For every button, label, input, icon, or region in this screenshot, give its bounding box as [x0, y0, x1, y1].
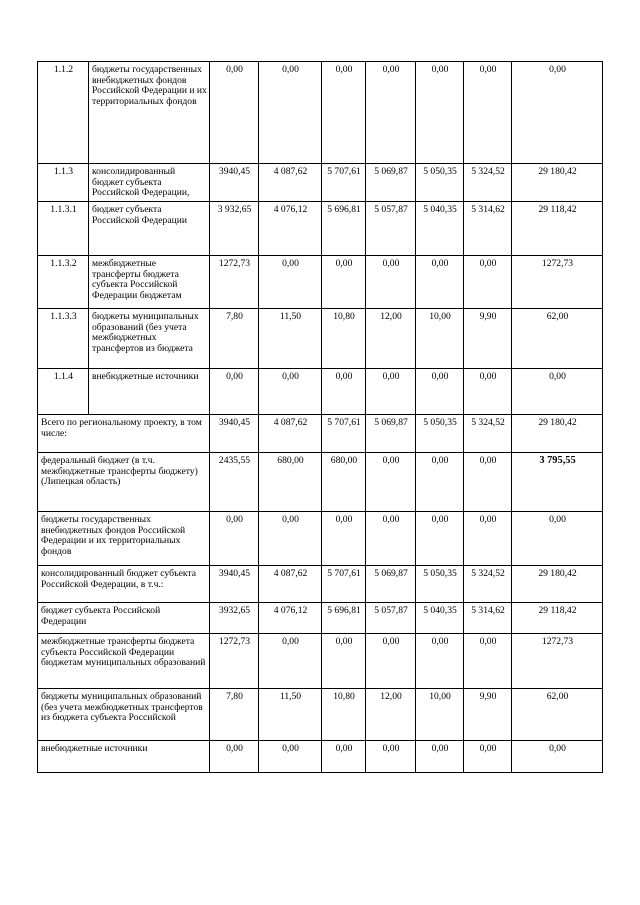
table-row [38, 453, 603, 512]
total-cell: 1272,73 [512, 634, 603, 689]
row-label: межбюджетные трансферты бюджета субъекта Российской Федерации бюджетам [89, 256, 210, 309]
row-number: 1.1.4 [38, 369, 89, 415]
row-number: 1.1.3.1 [38, 202, 89, 256]
value-cell: 5 314,62 [464, 603, 512, 634]
value-cell: 0,00 [366, 369, 416, 415]
value-cell: 0,00 [416, 256, 464, 309]
row-label: внебюджетные источники [89, 369, 210, 415]
value-cell: 3940,45 [210, 164, 259, 202]
value-cell: 0,00 [464, 741, 512, 773]
value-cell: 5 057,87 [366, 202, 416, 256]
row-label: бюджеты государственных внебюджетных фондов Российской Федерации и их территориальных фондов [38, 512, 210, 566]
value-cell: 5 324,52 [464, 415, 512, 453]
total-cell: 29 180,42 [512, 415, 603, 453]
table-row [38, 415, 603, 453]
total-cell: 29 118,42 [512, 603, 603, 634]
value-cell: 0,00 [416, 634, 464, 689]
value-cell: 0,00 [259, 741, 322, 773]
value-cell: 1272,73 [210, 634, 259, 689]
value-cell: 7,80 [210, 689, 259, 741]
value-cell: 0,00 [416, 512, 464, 566]
total-cell: 29 118,42 [512, 202, 603, 256]
value-cell: 0,00 [416, 62, 464, 164]
total-cell: 0,00 [512, 512, 603, 566]
value-cell: 12,00 [366, 689, 416, 741]
table-row [38, 256, 603, 309]
value-cell: 0,00 [464, 512, 512, 566]
row-number: 1.1.3 [38, 164, 89, 202]
value-cell: 10,80 [322, 689, 366, 741]
total-cell: 62,00 [512, 689, 603, 741]
total-cell: 62,00 [512, 309, 603, 369]
value-cell: 680,00 [259, 453, 322, 512]
row-label: консолидированный бюджет субъекта Российской Федерации, [92, 167, 190, 199]
value-cell: 0,00 [210, 512, 259, 566]
value-cell: 5 069,87 [366, 566, 416, 603]
value-cell: 9,90 [464, 309, 512, 369]
row-label: Всего по региональному проекту, в том числе: [38, 415, 210, 453]
value-cell: 5 040,35 [416, 202, 464, 256]
value-cell: 12,00 [366, 309, 416, 369]
table-row [38, 512, 603, 566]
value-cell: 0,00 [464, 369, 512, 415]
value-cell: 0,00 [416, 741, 464, 773]
value-cell: 5 050,35 [416, 415, 464, 453]
value-cell: 3940,45 [210, 566, 259, 603]
total-cell: 1272,73 [512, 256, 603, 309]
value-cell: 0,00 [322, 741, 366, 773]
row-label: федеральный бюджет (в т.ч. межбюджетные трансферты бюджету) (Липецкая область) [38, 453, 210, 512]
row-number: 1.1.2 [38, 62, 89, 164]
value-cell: 0,00 [366, 453, 416, 512]
value-cell: 2435,55 [210, 453, 259, 512]
value-cell: 0,00 [366, 634, 416, 689]
value-cell: 1272,73 [210, 256, 259, 309]
value-cell: 3 932,65 [210, 202, 259, 256]
row-label: консолидированный бюджет субъекта Российской Федерации, в т.ч.: [41, 569, 197, 590]
value-cell: 5 069,87 [366, 415, 416, 453]
table-row [38, 164, 603, 202]
value-cell: 11,50 [259, 689, 322, 741]
value-cell: 0,00 [366, 62, 416, 164]
value-cell: 4 076,12 [259, 603, 322, 634]
row-number: 1.1.3.3 [38, 309, 89, 369]
table-row [38, 689, 603, 741]
row-label: бюджет субъекта Российской Федерации [38, 603, 210, 634]
value-cell: 0,00 [416, 369, 464, 415]
row-label: межбюджетные трансферты бюджета субъекта Российской Федерации бюджетам муниципальных образований [38, 634, 210, 689]
value-cell: 5 040,35 [416, 603, 464, 634]
row-label: бюджеты муниципальных образований (без учета межбюджетных трансфертов из бюджета [92, 312, 199, 354]
value-cell: 680,00 [322, 453, 366, 512]
value-cell: 0,00 [366, 741, 416, 773]
total-cell: 0,00 [512, 741, 603, 773]
table-row [38, 369, 603, 415]
value-cell: 3940,45 [210, 415, 259, 453]
row-label: внебюджетные источники [38, 741, 210, 773]
value-cell: 0,00 [322, 369, 366, 415]
value-cell: 0,00 [322, 62, 366, 164]
value-cell: 0,00 [464, 634, 512, 689]
table-row [38, 603, 603, 634]
value-cell: 3932,65 [210, 603, 259, 634]
budget-table [37, 61, 603, 773]
value-cell: 5 050,35 [416, 164, 464, 202]
value-cell: 7,80 [210, 309, 259, 369]
value-cell: 5 050,35 [416, 566, 464, 603]
total-cell: 0,00 [512, 62, 603, 164]
value-cell: 0,00 [416, 453, 464, 512]
value-cell: 0,00 [366, 256, 416, 309]
value-cell: 0,00 [259, 256, 322, 309]
value-cell: 11,50 [259, 309, 322, 369]
value-cell: 0,00 [210, 62, 259, 164]
value-cell: 0,00 [322, 512, 366, 566]
value-cell: 4 087,62 [259, 164, 322, 202]
value-cell: 0,00 [259, 369, 322, 415]
row-label: бюджет субъекта Российской Федерации [89, 202, 210, 256]
value-cell: 0,00 [366, 512, 416, 566]
value-cell: 5 707,61 [322, 566, 366, 603]
value-cell: 5 707,61 [322, 415, 366, 453]
total-cell: 0,00 [512, 369, 603, 415]
table-row [38, 309, 603, 369]
value-cell: 0,00 [259, 634, 322, 689]
value-cell: 5 707,61 [322, 164, 366, 202]
table-row [38, 634, 603, 689]
row-label: бюджеты муниципальных образований (без учета межбюджетных трансфертов из бюджета субъекта Российской [41, 692, 203, 724]
value-cell: 0,00 [259, 62, 322, 164]
value-cell: 5 069,87 [366, 164, 416, 202]
value-cell: 9,90 [464, 689, 512, 741]
value-cell: 4 087,62 [259, 566, 322, 603]
value-cell: 0,00 [322, 256, 366, 309]
value-cell: 5 057,87 [366, 603, 416, 634]
table-row [38, 62, 603, 164]
value-cell: 0,00 [322, 634, 366, 689]
value-cell: 0,00 [259, 512, 322, 566]
table-row [38, 202, 603, 256]
value-cell: 10,00 [416, 689, 464, 741]
value-cell: 5 314,62 [464, 202, 512, 256]
value-cell: 0,00 [210, 369, 259, 415]
table-row [38, 566, 603, 603]
table-row [38, 741, 603, 773]
value-cell: 10,00 [416, 309, 464, 369]
value-cell: 5 324,52 [464, 164, 512, 202]
value-cell: 5 324,52 [464, 566, 512, 603]
total-cell: 29 180,42 [512, 566, 603, 603]
value-cell: 0,00 [464, 256, 512, 309]
value-cell: 0,00 [464, 453, 512, 512]
value-cell: 0,00 [464, 62, 512, 164]
row-number: 1.1.3.2 [38, 256, 89, 309]
value-cell: 5 696,81 [322, 202, 366, 256]
value-cell: 4 076,12 [259, 202, 322, 256]
row-label: бюджеты государственных внебюджетных фондов Российской Федерации и их территориальных фондов [89, 62, 210, 164]
value-cell: 5 696,81 [322, 603, 366, 634]
value-cell: 0,00 [210, 741, 259, 773]
total-cell: 3 795,55 [512, 453, 603, 512]
total-cell: 29 180,42 [512, 164, 603, 202]
value-cell: 10,80 [322, 309, 366, 369]
value-cell: 4 087,62 [259, 415, 322, 453]
